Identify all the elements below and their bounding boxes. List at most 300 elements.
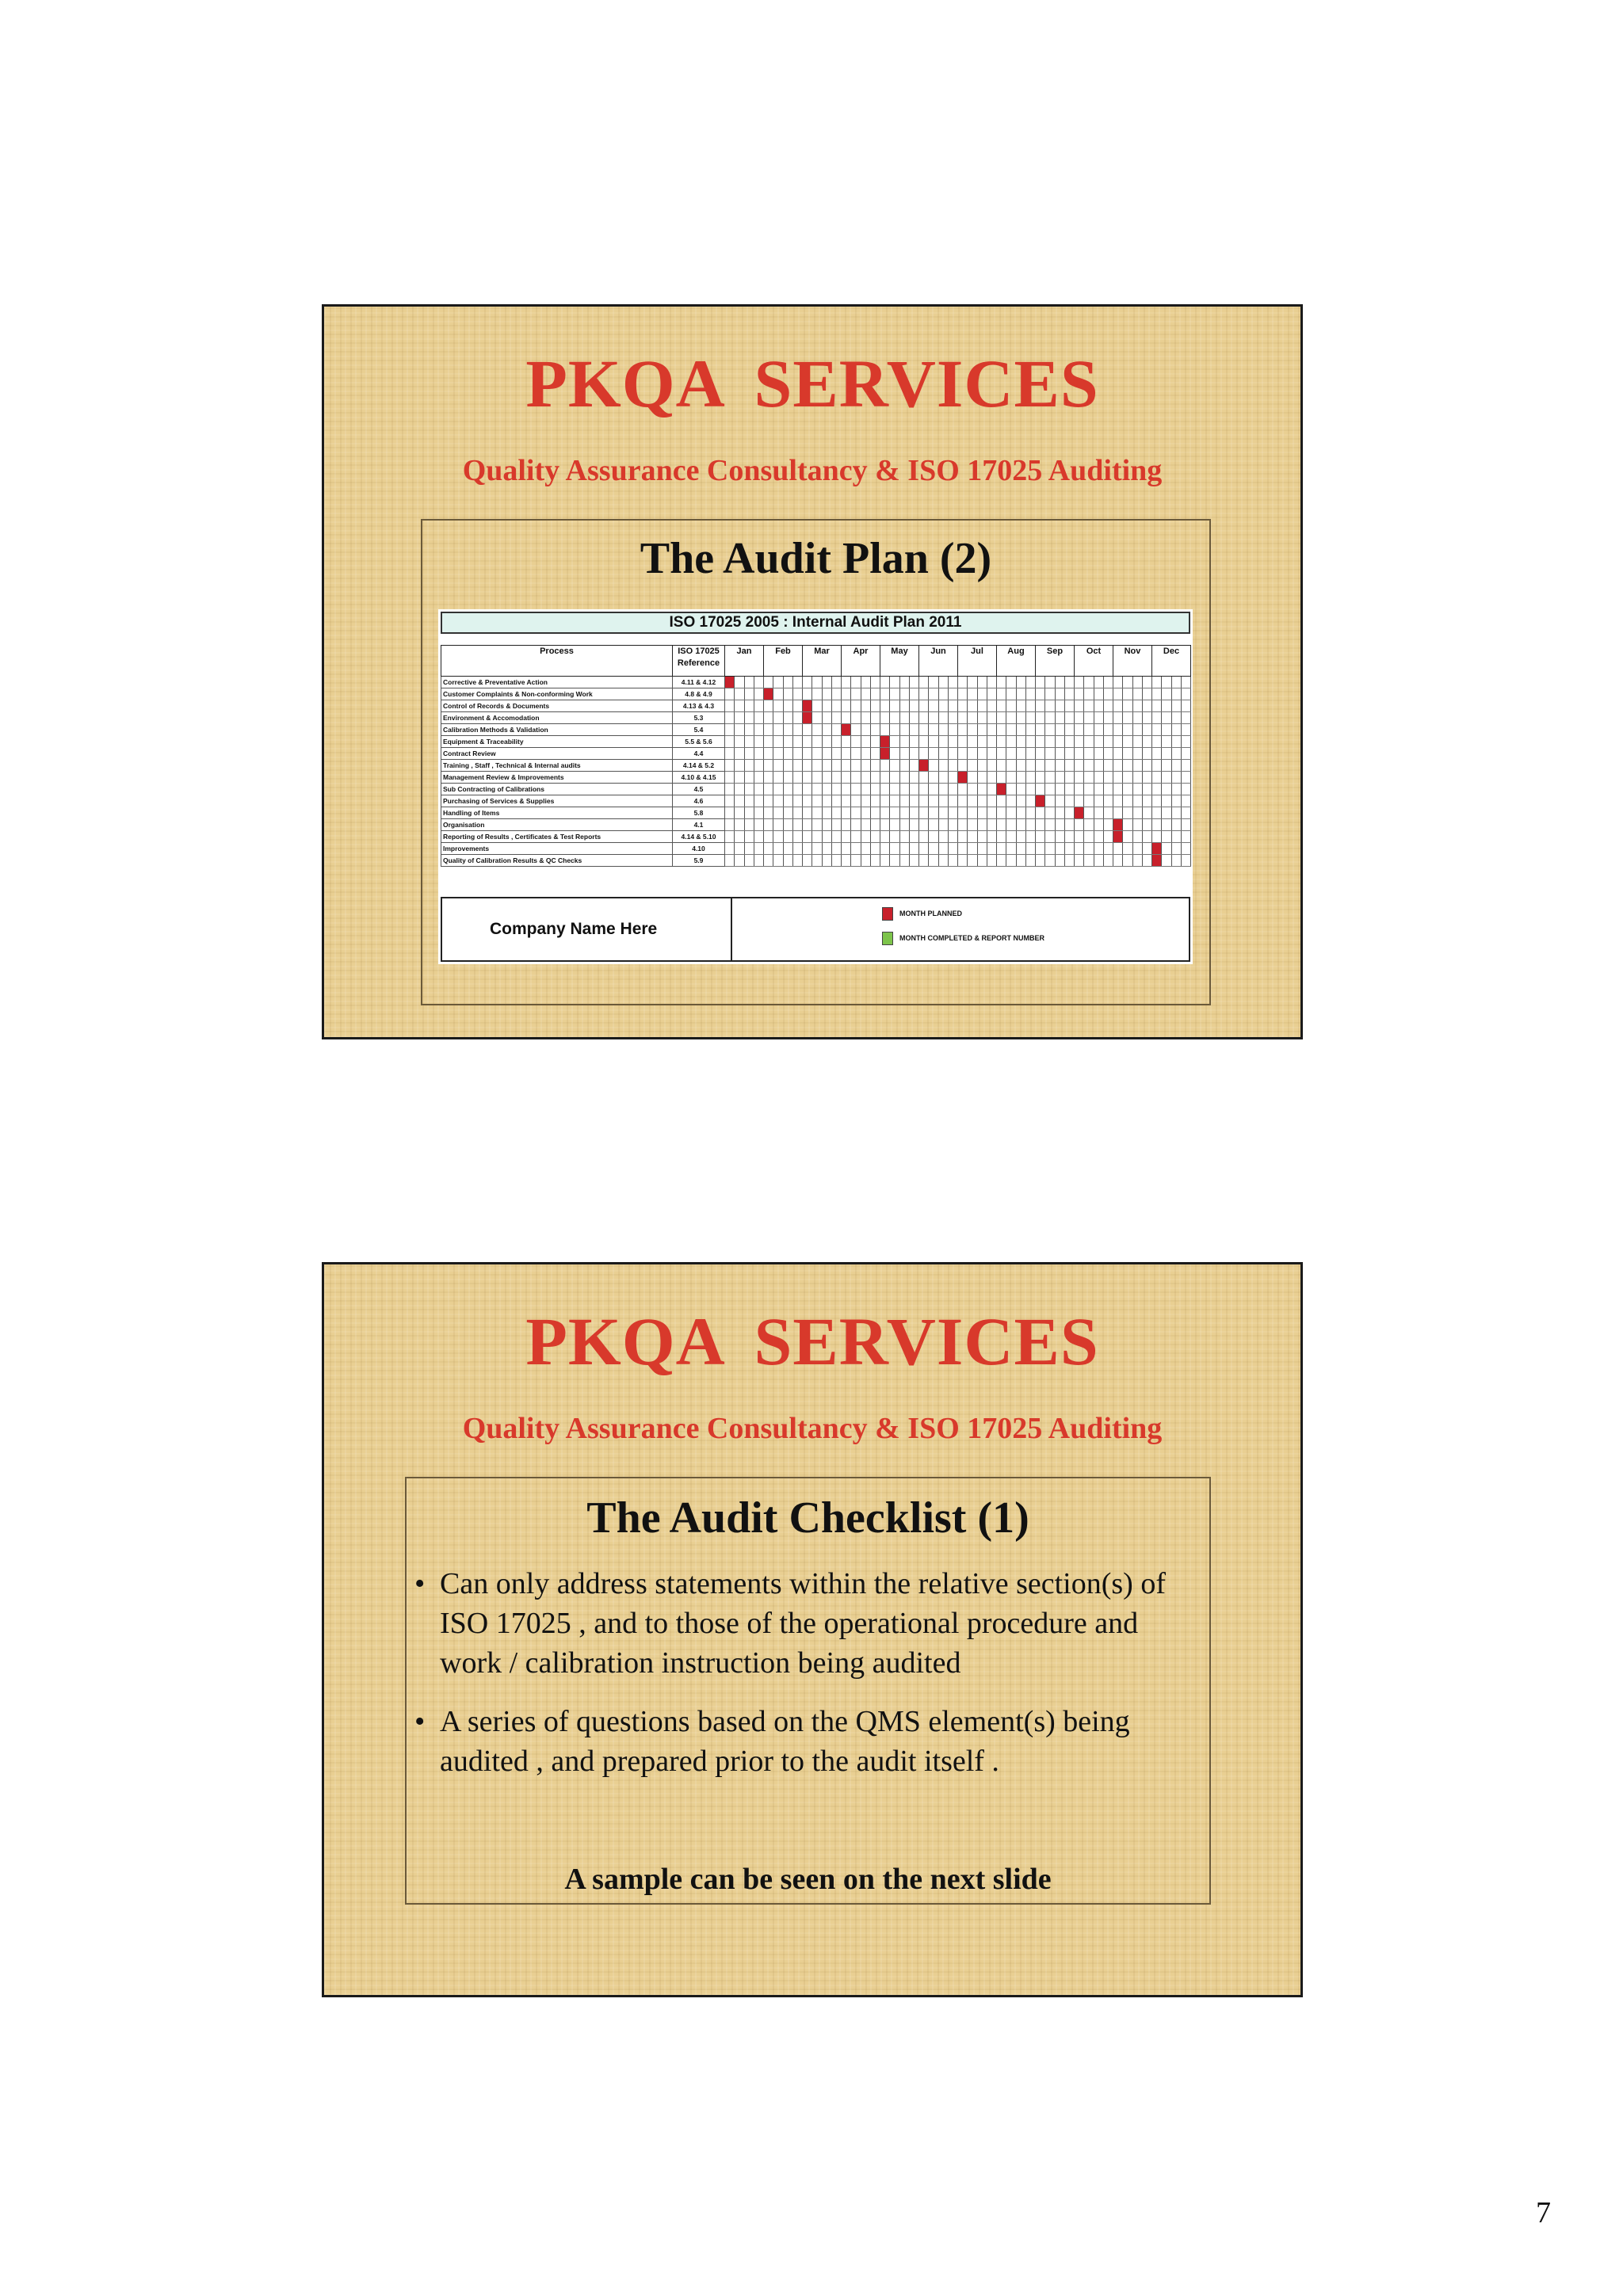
reference-cell: 4.4 [673, 748, 725, 760]
planned-month-marker [764, 688, 773, 700]
process-cell: Training , Staff , Technical & Internal audits [441, 760, 673, 772]
week-cell [823, 688, 832, 700]
week-cell [1172, 819, 1182, 831]
process-cell: Sub Contracting of Calibrations [441, 784, 673, 795]
week-cell [890, 760, 900, 772]
week-cell [754, 677, 764, 688]
week-cell [823, 795, 832, 807]
week-cell [949, 700, 958, 712]
week-cell [949, 712, 958, 724]
week-cell [1056, 807, 1065, 819]
week-cell [725, 712, 735, 724]
week-cell [851, 677, 861, 688]
week-cell [880, 784, 890, 795]
process-cell: Organisation [441, 819, 673, 831]
week-cell [1143, 795, 1152, 807]
week-cell [1143, 772, 1152, 784]
week-cell [939, 784, 949, 795]
column-header-process: Process [441, 646, 673, 677]
week-cell [978, 688, 987, 700]
week-cell [1162, 760, 1172, 772]
week-cell [1017, 807, 1026, 819]
week-cell [754, 700, 764, 712]
planned-month-marker [725, 677, 735, 688]
week-cell [910, 712, 919, 724]
week-cell [1113, 712, 1123, 724]
week-cell [764, 772, 773, 784]
week-cell [968, 855, 978, 867]
week-cell [968, 736, 978, 748]
week-cell [784, 748, 793, 760]
week-cell [773, 736, 784, 748]
week-cell [968, 700, 978, 712]
week-cell [880, 700, 890, 712]
week-cell [1143, 688, 1152, 700]
week-cell [861, 807, 871, 819]
week-cell [929, 784, 939, 795]
week-cell [735, 677, 745, 688]
week-cell [919, 807, 929, 819]
week-cell [1006, 724, 1017, 736]
week-cell [1075, 712, 1084, 724]
week-cell [1182, 724, 1191, 736]
week-cell [910, 688, 919, 700]
week-cell [880, 677, 890, 688]
reference-cell: 4.8 & 4.9 [673, 688, 725, 700]
week-cell [1075, 819, 1084, 831]
week-cell [1162, 772, 1172, 784]
week-cell [871, 760, 880, 772]
week-cell [1036, 760, 1045, 772]
process-cell: Customer Complaints & Non-conforming Work [441, 688, 673, 700]
week-cell [978, 677, 987, 688]
week-cell [919, 677, 929, 688]
week-cell [1104, 736, 1113, 748]
reference-cell: 4.6 [673, 795, 725, 807]
week-cell [958, 688, 968, 700]
legend-label-completed: MONTH COMPLETED & REPORT NUMBER [899, 934, 1044, 942]
list-item [411, 1564, 1204, 1683]
week-cell [735, 855, 745, 867]
week-cell [880, 688, 890, 700]
week-cell [1123, 772, 1133, 784]
week-cell [832, 700, 842, 712]
column-header-reference: ISO 17025 Reference [673, 646, 725, 677]
week-cell [987, 784, 997, 795]
week-cell [1104, 819, 1113, 831]
week-cell [1123, 760, 1133, 772]
week-cell [1006, 855, 1017, 867]
week-cell [1143, 843, 1152, 855]
week-cell [871, 831, 880, 843]
week-cell [735, 748, 745, 760]
week-cell [823, 807, 832, 819]
week-cell [851, 772, 861, 784]
column-header-month: Apr [842, 646, 880, 677]
planned-month-marker [919, 760, 929, 772]
week-cell [1162, 819, 1172, 831]
week-cell [812, 784, 823, 795]
week-cell [939, 736, 949, 748]
week-cell [949, 843, 958, 855]
reference-cell: 5.9 [673, 855, 725, 867]
audit-plan-table-image [438, 609, 1193, 964]
week-cell [1036, 831, 1045, 843]
week-cell [958, 784, 968, 795]
week-cell [1182, 748, 1191, 760]
week-cell [861, 748, 871, 760]
week-cell [851, 700, 861, 712]
week-cell [1017, 736, 1026, 748]
week-cell [793, 795, 803, 807]
week-cell [910, 807, 919, 819]
week-cell [812, 855, 823, 867]
week-cell [1056, 736, 1065, 748]
week-cell [1123, 700, 1133, 712]
week-cell [1065, 807, 1075, 819]
week-cell [1017, 712, 1026, 724]
week-cell [910, 855, 919, 867]
table-row [441, 736, 1191, 748]
week-cell [939, 760, 949, 772]
week-cell [1084, 784, 1094, 795]
week-cell [1123, 688, 1133, 700]
week-cell [1075, 677, 1084, 688]
week-cell [773, 819, 784, 831]
week-cell [1104, 843, 1113, 855]
week-cell [1084, 772, 1094, 784]
week-cell [735, 819, 745, 831]
week-cell [784, 795, 793, 807]
week-cell [939, 712, 949, 724]
week-cell [1143, 724, 1152, 736]
week-cell [1075, 784, 1084, 795]
week-cell [823, 700, 832, 712]
week-cell [842, 843, 851, 855]
week-cell [929, 819, 939, 831]
week-cell [725, 724, 735, 736]
week-cell [1113, 843, 1123, 855]
week-cell [1172, 677, 1182, 688]
week-cell [1045, 748, 1056, 760]
week-cell [1036, 748, 1045, 760]
week-cell [1045, 712, 1056, 724]
week-cell [1113, 784, 1123, 795]
week-cell [784, 724, 793, 736]
week-cell [910, 819, 919, 831]
week-cell [1094, 688, 1104, 700]
week-cell [958, 760, 968, 772]
week-cell [949, 784, 958, 795]
week-cell [900, 736, 910, 748]
week-cell [1113, 700, 1123, 712]
week-cell [1182, 700, 1191, 712]
week-cell [1152, 784, 1162, 795]
week-cell [1104, 831, 1113, 843]
table-row [441, 724, 1191, 736]
week-cell [1065, 819, 1075, 831]
column-header-month: Feb [764, 646, 803, 677]
week-cell [1036, 843, 1045, 855]
week-cell [1045, 677, 1056, 688]
week-cell [958, 700, 968, 712]
week-cell [997, 736, 1006, 748]
brand-title: PKQA SERVICES [525, 345, 1099, 421]
week-cell [823, 855, 832, 867]
week-cell [880, 760, 890, 772]
week-cell [997, 795, 1006, 807]
week-cell [900, 795, 910, 807]
week-cell [929, 855, 939, 867]
week-cell [773, 700, 784, 712]
week-cell [1133, 760, 1143, 772]
week-cell [900, 760, 910, 772]
week-cell [735, 795, 745, 807]
week-cell [978, 712, 987, 724]
week-cell [735, 724, 745, 736]
planned-month-marker [1075, 807, 1084, 819]
week-cell [842, 760, 851, 772]
week-cell [1133, 843, 1143, 855]
week-cell [890, 843, 900, 855]
week-cell [754, 819, 764, 831]
week-cell [832, 677, 842, 688]
week-cell [968, 748, 978, 760]
week-cell [871, 795, 880, 807]
week-cell [1084, 677, 1094, 688]
week-cell [1017, 677, 1026, 688]
week-cell [1113, 736, 1123, 748]
week-cell [1133, 855, 1143, 867]
week-cell [871, 855, 880, 867]
week-cell [1056, 712, 1065, 724]
week-cell [1152, 819, 1162, 831]
week-cell [735, 712, 745, 724]
table-row [441, 677, 1191, 688]
week-cell [1143, 760, 1152, 772]
week-cell [949, 748, 958, 760]
week-cell [803, 784, 812, 795]
week-cell [842, 688, 851, 700]
week-cell [784, 819, 793, 831]
week-cell [773, 712, 784, 724]
week-cell [1094, 748, 1104, 760]
week-cell [851, 784, 861, 795]
week-cell [861, 819, 871, 831]
week-cell [997, 843, 1006, 855]
week-cell [823, 843, 832, 855]
week-cell [987, 807, 997, 819]
week-cell [725, 807, 735, 819]
week-cell [890, 795, 900, 807]
week-cell [997, 831, 1006, 843]
week-cell [900, 772, 910, 784]
week-cell [1075, 795, 1084, 807]
week-cell [1162, 712, 1172, 724]
planned-month-marker [803, 712, 812, 724]
week-cell [871, 819, 880, 831]
week-cell [861, 831, 871, 843]
week-cell [1006, 843, 1017, 855]
week-cell [871, 677, 880, 688]
week-cell [851, 843, 861, 855]
week-cell [735, 700, 745, 712]
week-cell [754, 688, 764, 700]
week-cell [764, 819, 773, 831]
week-cell [1172, 688, 1182, 700]
week-cell [803, 724, 812, 736]
week-cell [832, 688, 842, 700]
week-cell [793, 724, 803, 736]
week-cell [745, 819, 754, 831]
week-cell [1172, 843, 1182, 855]
week-cell [919, 831, 929, 843]
week-cell [997, 677, 1006, 688]
week-cell [745, 831, 754, 843]
week-cell [997, 700, 1006, 712]
week-cell [1133, 807, 1143, 819]
week-cell [1045, 772, 1056, 784]
planned-month-marker [1113, 831, 1123, 843]
week-cell [832, 819, 842, 831]
week-cell [1113, 772, 1123, 784]
week-cell [997, 724, 1006, 736]
week-cell [1065, 724, 1075, 736]
week-cell [842, 712, 851, 724]
week-cell [1036, 712, 1045, 724]
week-cell [725, 855, 735, 867]
week-cell [823, 784, 832, 795]
week-cell [939, 843, 949, 855]
week-cell [832, 712, 842, 724]
week-cell [745, 700, 754, 712]
week-cell [812, 724, 823, 736]
week-cell [949, 819, 958, 831]
week-cell [764, 843, 773, 855]
week-cell [754, 760, 764, 772]
content-box [421, 519, 1211, 1005]
week-cell [997, 855, 1006, 867]
week-cell [1036, 700, 1045, 712]
week-cell [1026, 772, 1036, 784]
planned-month-marker [803, 700, 812, 712]
week-cell [803, 843, 812, 855]
week-cell [754, 831, 764, 843]
week-cell [832, 760, 842, 772]
week-cell [735, 807, 745, 819]
week-cell [754, 748, 764, 760]
week-cell [978, 819, 987, 831]
week-cell [919, 795, 929, 807]
week-cell [1133, 688, 1143, 700]
week-cell [1036, 736, 1045, 748]
week-cell [1045, 700, 1056, 712]
week-cell [1143, 736, 1152, 748]
week-cell [1006, 772, 1017, 784]
week-cell [1094, 712, 1104, 724]
week-cell [1094, 819, 1104, 831]
week-cell [929, 736, 939, 748]
week-cell [803, 760, 812, 772]
week-cell [1182, 760, 1191, 772]
audit-plan-title: ISO 17025 2005 : Internal Audit Plan 2011 [441, 612, 1190, 634]
week-cell [929, 724, 939, 736]
week-cell [842, 700, 851, 712]
week-cell [1065, 677, 1075, 688]
week-cell [987, 760, 997, 772]
week-cell [745, 855, 754, 867]
week-cell [745, 772, 754, 784]
week-cell [958, 795, 968, 807]
week-cell [978, 760, 987, 772]
week-cell [1006, 712, 1017, 724]
week-cell [861, 855, 871, 867]
week-cell [793, 748, 803, 760]
brand-subtitle: Quality Assurance Consultancy & ISO 17025 Auditing [462, 1412, 1163, 1445]
week-cell [1152, 831, 1162, 843]
week-cell [900, 712, 910, 724]
week-cell [764, 700, 773, 712]
week-cell [978, 843, 987, 855]
week-cell [871, 807, 880, 819]
week-cell [1084, 855, 1094, 867]
week-cell [745, 784, 754, 795]
week-cell [1133, 700, 1143, 712]
week-cell [1045, 736, 1056, 748]
week-cell [987, 748, 997, 760]
week-cell [1162, 807, 1172, 819]
slide-audit-checklist [322, 1262, 1303, 1997]
week-cell [1045, 807, 1056, 819]
week-cell [1026, 831, 1036, 843]
week-cell [910, 736, 919, 748]
week-cell [784, 677, 793, 688]
week-cell [842, 807, 851, 819]
week-cell [1084, 748, 1094, 760]
week-cell [745, 748, 754, 760]
week-cell [851, 748, 861, 760]
column-header-month: Oct [1075, 646, 1113, 677]
week-cell [1056, 831, 1065, 843]
week-cell [1143, 819, 1152, 831]
week-cell [900, 807, 910, 819]
week-cell [812, 831, 823, 843]
week-cell [735, 831, 745, 843]
week-cell [793, 784, 803, 795]
week-cell [949, 760, 958, 772]
week-cell [1123, 736, 1133, 748]
week-cell [773, 677, 784, 688]
week-cell [851, 724, 861, 736]
week-cell [764, 807, 773, 819]
week-cell [910, 795, 919, 807]
week-cell [1006, 807, 1017, 819]
week-cell [910, 700, 919, 712]
week-cell [1056, 700, 1065, 712]
week-cell [812, 688, 823, 700]
table-row [441, 795, 1191, 807]
reference-cell: 4.14 & 5.2 [673, 760, 725, 772]
page-number: 7 [1536, 2196, 1551, 2229]
week-cell [997, 772, 1006, 784]
week-cell [987, 677, 997, 688]
week-cell [1094, 831, 1104, 843]
week-cell [1056, 677, 1065, 688]
week-cell [1104, 855, 1113, 867]
week-cell [987, 736, 997, 748]
week-cell [1017, 688, 1026, 700]
week-cell [939, 724, 949, 736]
